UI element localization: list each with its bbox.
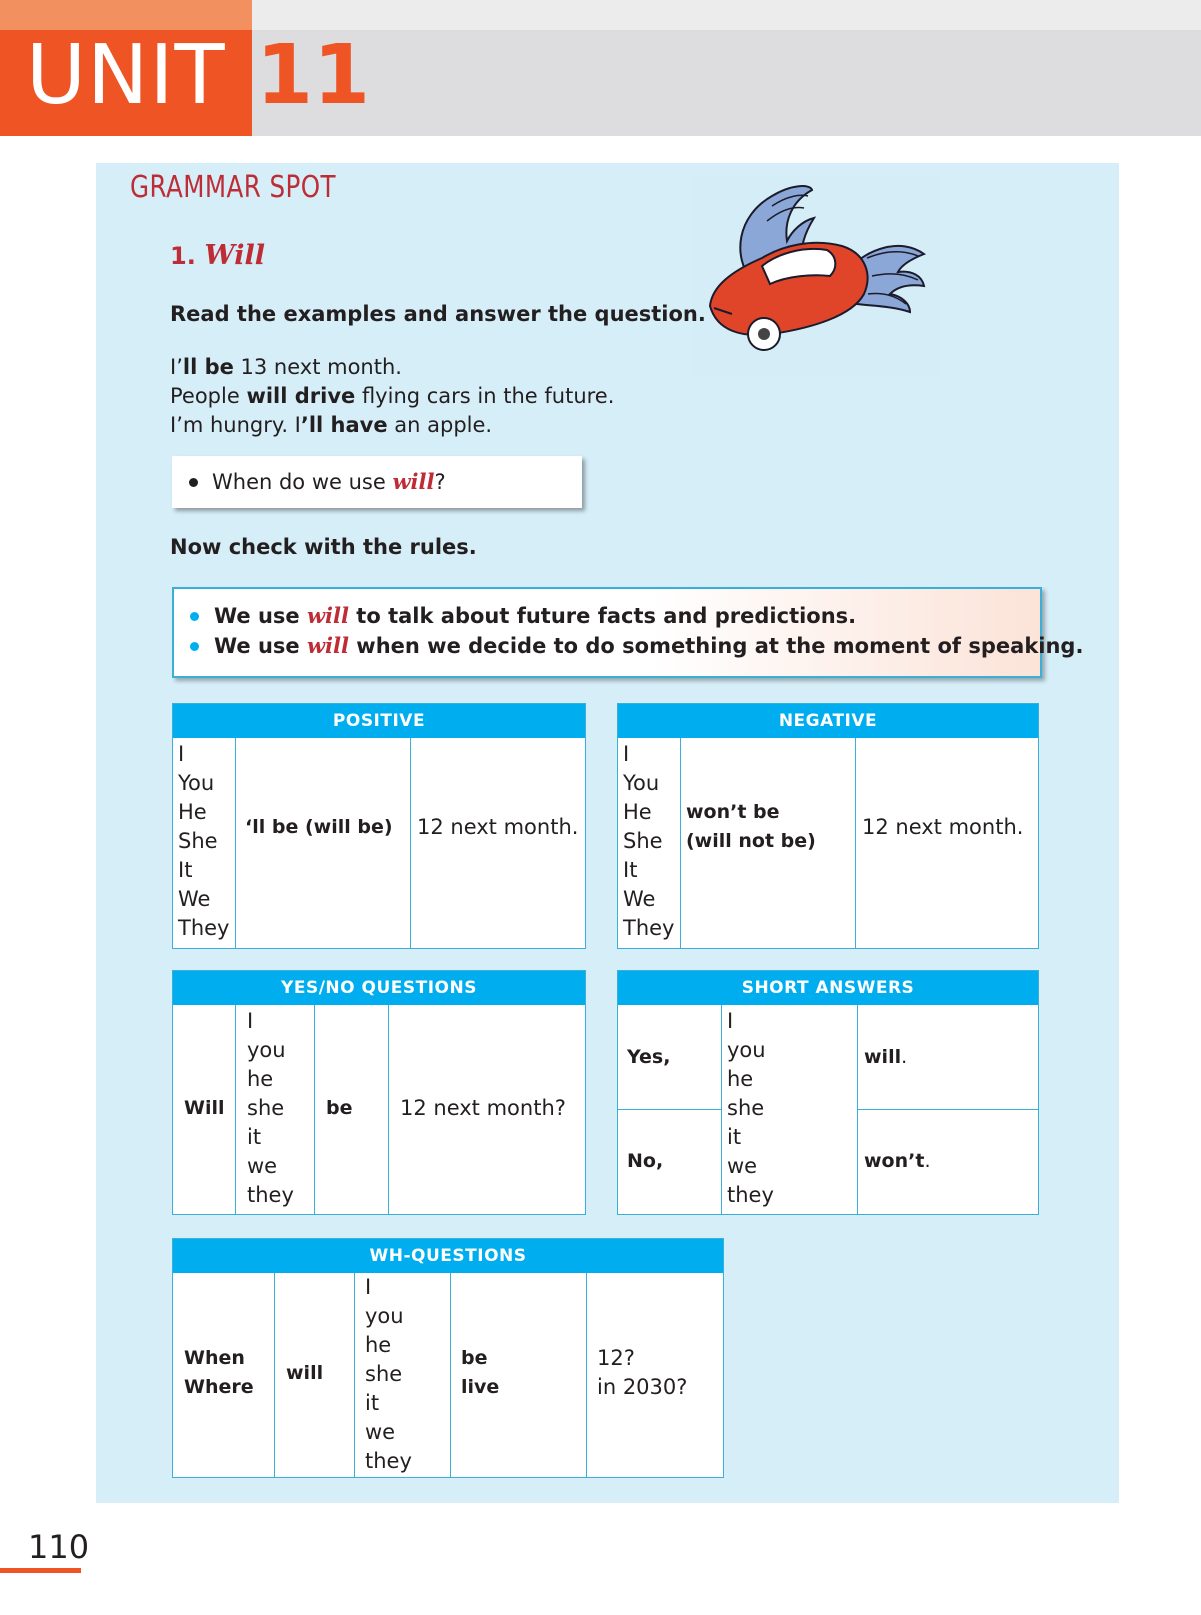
- table-header: POSITIVE: [173, 704, 585, 738]
- answer-yes: Yes,: [627, 1046, 671, 1068]
- sentence-end: 12 next month?: [400, 1096, 566, 1120]
- pronoun-list: I You He She It We They: [623, 742, 675, 940]
- auxiliary-verb: Will: [184, 1097, 225, 1119]
- answer-wont: won’t.: [864, 1150, 931, 1172]
- question-box: [172, 456, 582, 508]
- bullet-icon: [190, 612, 199, 621]
- row-divider: [857, 1109, 1038, 1110]
- table-header: WH-QUESTIONS: [173, 1239, 723, 1273]
- subsection-number: 1.: [170, 242, 196, 270]
- positive-table: [172, 703, 586, 949]
- header-bar: [252, 30, 1201, 136]
- instruction-text: Read the examples and answer the question.: [170, 302, 706, 326]
- flying-car-illustration: [692, 176, 942, 376]
- subsection-topic: Will: [204, 240, 266, 271]
- header-gray-strip: [252, 0, 1201, 30]
- page-number-underline: [0, 1568, 81, 1573]
- table-header: NEGATIVE: [618, 704, 1038, 738]
- subsection-title: [170, 240, 265, 271]
- rules-box: [172, 587, 1084, 678]
- yes-no-questions-table: [172, 970, 586, 1215]
- verb-form: won’t be (will not be): [686, 801, 816, 852]
- table-column: [410, 738, 585, 948]
- pronoun-list: I you he she it we they: [365, 1275, 412, 1473]
- rule-item: We use will when we decide to do something at the moment of speaking.: [214, 633, 1083, 658]
- pronoun-list: I you he she it we they: [727, 1009, 774, 1207]
- sentence-end: 12 next month.: [862, 815, 1024, 839]
- wh-questions-table: [172, 1238, 724, 1478]
- wh-words: When Where: [184, 1347, 254, 1398]
- sentence-end: 12? in 2030?: [597, 1346, 688, 1399]
- auxiliary-verb: will: [286, 1362, 324, 1384]
- bullet-icon: [189, 478, 198, 487]
- section-heading: GRAMMAR SPOT: [130, 170, 336, 205]
- rule-item: We use will to talk about future facts and predictions.: [214, 603, 856, 628]
- table-header: SHORT ANSWERS: [618, 971, 1038, 1005]
- examples-block: [170, 353, 614, 440]
- verb-form: ‘ll be (will be): [245, 816, 393, 838]
- table-column: [855, 738, 1038, 948]
- negative-table: [617, 703, 1039, 949]
- pronoun-list: I you he she it we they: [247, 1009, 294, 1207]
- pronoun-list: I You He She It We They: [178, 742, 230, 940]
- question-text: When do we use will?: [212, 469, 446, 494]
- sentence-end: 12 next month.: [417, 815, 579, 839]
- bullet-icon: [190, 642, 199, 651]
- verb-form: be: [326, 1097, 353, 1119]
- example-sentence: I’m hungry. I’ll have an apple.: [170, 413, 493, 437]
- check-instruction: Now check with the rules.: [170, 535, 477, 559]
- unit-label: UNIT: [26, 28, 226, 123]
- verb-forms: be live: [461, 1347, 500, 1398]
- answer-no: No,: [627, 1150, 664, 1172]
- answer-will: will.: [864, 1046, 908, 1068]
- short-answers-table: [617, 970, 1039, 1215]
- unit-number: 11: [256, 28, 371, 123]
- page-number: 110: [28, 1528, 90, 1566]
- example-sentence: I’ll be 13 next month.: [170, 355, 402, 379]
- table-header: YES/NO QUESTIONS: [173, 971, 585, 1005]
- table-column: [235, 738, 411, 948]
- example-sentence: People will drive flying cars in the future.: [170, 384, 615, 408]
- row-divider: [618, 1109, 721, 1110]
